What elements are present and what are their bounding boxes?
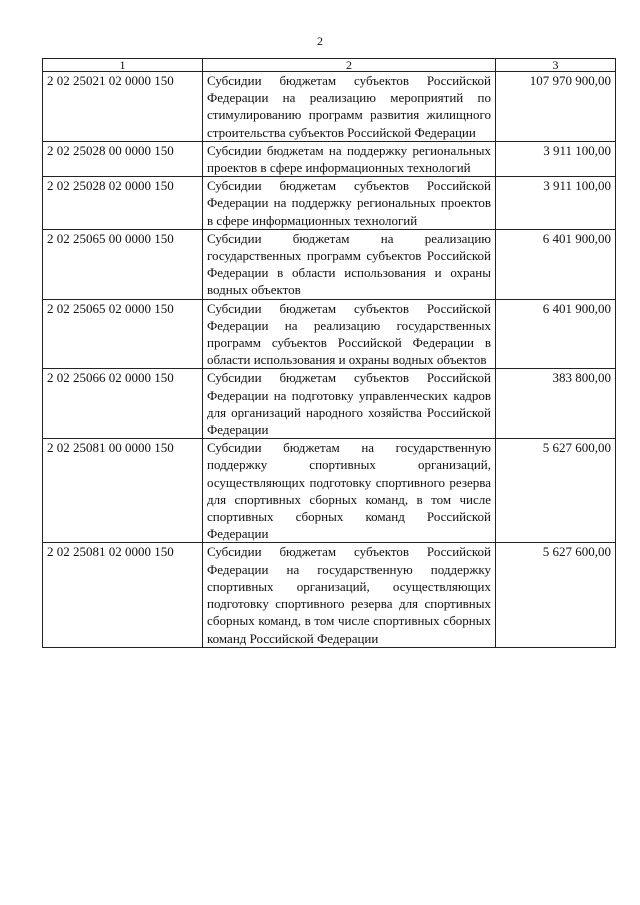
- budget-code-cell: 2 02 25065 02 0000 150: [43, 299, 203, 369]
- revenue-name-cell: Субсидии бюджетам субъектов Российской Федерации на реализацию мероприятий по стимулированию программ развития жилищного строительства субъектов Российской Федерации: [203, 72, 496, 142]
- budget-code-cell: 2 02 25081 02 0000 150: [43, 543, 203, 647]
- amount-cell: 6 401 900,00: [496, 299, 616, 369]
- amount-cell: 107 970 900,00: [496, 72, 616, 142]
- amount-cell: 3 911 100,00: [496, 141, 616, 176]
- page-number: 2: [317, 34, 323, 48]
- table-row: [43, 177, 616, 230]
- amount-cell: 6 401 900,00: [496, 229, 616, 299]
- revenue-name-cell: Субсидии бюджетам субъектов Российской Федерации на государственную поддержку спортивных организаций, осуществляющих подготовку спортивного резерва для спортивных сборных команд, в том числе спортивных сборных команд Российской Федерации: [203, 543, 496, 647]
- amount-cell: 5 627 600,00: [496, 543, 616, 647]
- table-row: [43, 439, 616, 543]
- budget-code-cell: 2 02 25065 00 0000 150: [43, 229, 203, 299]
- table-row: [43, 72, 616, 142]
- table-row: [43, 141, 616, 176]
- amount-cell: 3 911 100,00: [496, 177, 616, 230]
- revenue-name-cell: Субсидии бюджетам субъектов Российской Федерации на подготовку управленческих кадров для организаций народного хозяйства Российской Федерации: [203, 369, 496, 439]
- table-row: [43, 299, 616, 369]
- table-row: [43, 543, 616, 647]
- column-header-name: 2: [203, 59, 496, 72]
- budget-code-cell: 2 02 25066 02 0000 150: [43, 369, 203, 439]
- revenue-name-cell: Субсидии бюджетам на поддержку региональных проектов в сфере информационных технологий: [203, 141, 496, 176]
- budget-code-cell: 2 02 25081 00 0000 150: [43, 439, 203, 543]
- revenue-name-cell: Субсидии бюджетам на реализацию государственных программ субъектов Российской Федерации в области использования и охраны водных объектов: [203, 229, 496, 299]
- amount-cell: 383 800,00: [496, 369, 616, 439]
- budget-code-cell: 2 02 25021 02 0000 150: [43, 72, 203, 142]
- budget-revenue-table: [42, 58, 616, 648]
- revenue-name-cell: Субсидии бюджетам на государственную поддержку спортивных организаций, осуществляющих подготовку спортивного резерва для спортивных сборных команд, в том числе спортивных сборных команд Российской Федерации: [203, 439, 496, 543]
- table-row: [43, 229, 616, 299]
- column-header-amount: 3: [496, 59, 616, 72]
- table-row: [43, 369, 616, 439]
- amount-cell: 5 627 600,00: [496, 439, 616, 543]
- column-header-code: 1: [43, 59, 203, 72]
- revenue-name-cell: Субсидии бюджетам субъектов Российской Федерации на реализацию государственных программ субъектов Российской Федерации в области использования и охраны водных объектов: [203, 299, 496, 369]
- table-header-row: [43, 59, 616, 72]
- revenue-name-cell: Субсидии бюджетам субъектов Российской Федерации на поддержку региональных проектов в сфере информационных технологий: [203, 177, 496, 230]
- budget-code-cell: 2 02 25028 02 0000 150: [43, 177, 203, 230]
- budget-code-cell: 2 02 25028 00 0000 150: [43, 141, 203, 176]
